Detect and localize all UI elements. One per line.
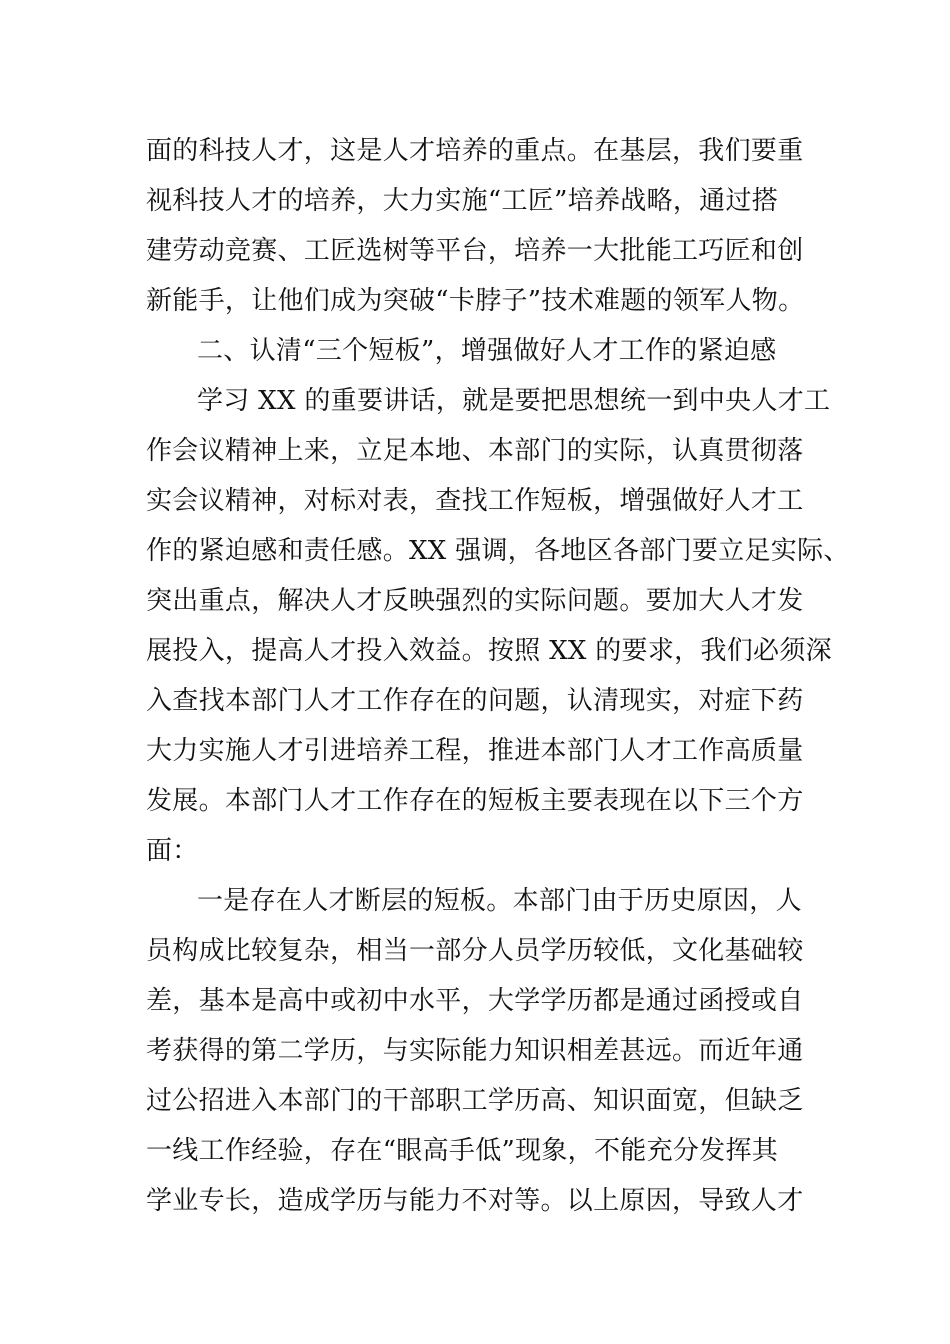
text-line: 入查找本部门人才工作存在的问题，认清现实，对症下药 bbox=[146, 686, 804, 716]
paragraph-start: 学习 XX 的重要讲话，就是要把思想统一到中央人才工 bbox=[197, 386, 831, 416]
section-heading: 二、认清“三个短板”，增强做好人才工作的紧迫感 bbox=[197, 336, 777, 366]
text-line: 新能手，让他们成为突破“卡脖子”技术难题的领军人物。 bbox=[146, 286, 805, 316]
paragraph-start: 一是存在人才断层的短板。本部门由于历史原因，人 bbox=[197, 886, 802, 916]
text-line: 实会议精神，对标对表，查找工作短板，增强做好人才工 bbox=[146, 486, 804, 516]
text-line: 建劳动竞赛、工匠选树等平台，培养一大批能工巧匠和创 bbox=[146, 236, 804, 266]
text-line: 面的科技人才，这是人才培养的重点。在基层，我们要重 bbox=[146, 136, 804, 166]
text-line: 大力实施人才引进培养工程，推进本部门人才工作高质量 bbox=[146, 736, 804, 766]
text-line: 突出重点，解决人才反映强烈的实际问题。要加大人才发 bbox=[146, 586, 804, 616]
text-line: 过公招进入本部门的干部职工学历高、知识面宽，但缺乏 bbox=[146, 1086, 804, 1116]
text-line: 员构成比较复杂，相当一部分人员学历较低，文化基础较 bbox=[146, 936, 804, 966]
text-line: 差，基本是高中或初中水平，大学学历都是通过函授或自 bbox=[146, 986, 804, 1016]
text-line: 展投入，提高人才投入效益。按照 XX 的要求，我们必须深 bbox=[146, 636, 832, 666]
text-line: 考获得的第二学历，与实际能力知识相差甚远。而近年通 bbox=[146, 1036, 804, 1066]
text-line: 作的紧迫感和责任感。XX 强调，各地区各部门要立足实际、 bbox=[146, 536, 850, 566]
text-line: 面： bbox=[146, 836, 199, 866]
text-line: 一线工作经验，存在“眼高手低”现象，不能充分发挥其 bbox=[146, 1136, 779, 1166]
text-line: 视科技人才的培养，大力实施“工匠”培养战略，通过搭 bbox=[146, 186, 779, 216]
text-line: 发展。本部门人才工作存在的短板主要表现在以下三个方 bbox=[146, 786, 804, 816]
text-line: 学业专长，造成学历与能力不对等。以上原因，导致人才 bbox=[146, 1186, 804, 1216]
text-line: 作会议精神上来，立足本地、本部门的实际，认真贯彻落 bbox=[146, 436, 804, 466]
